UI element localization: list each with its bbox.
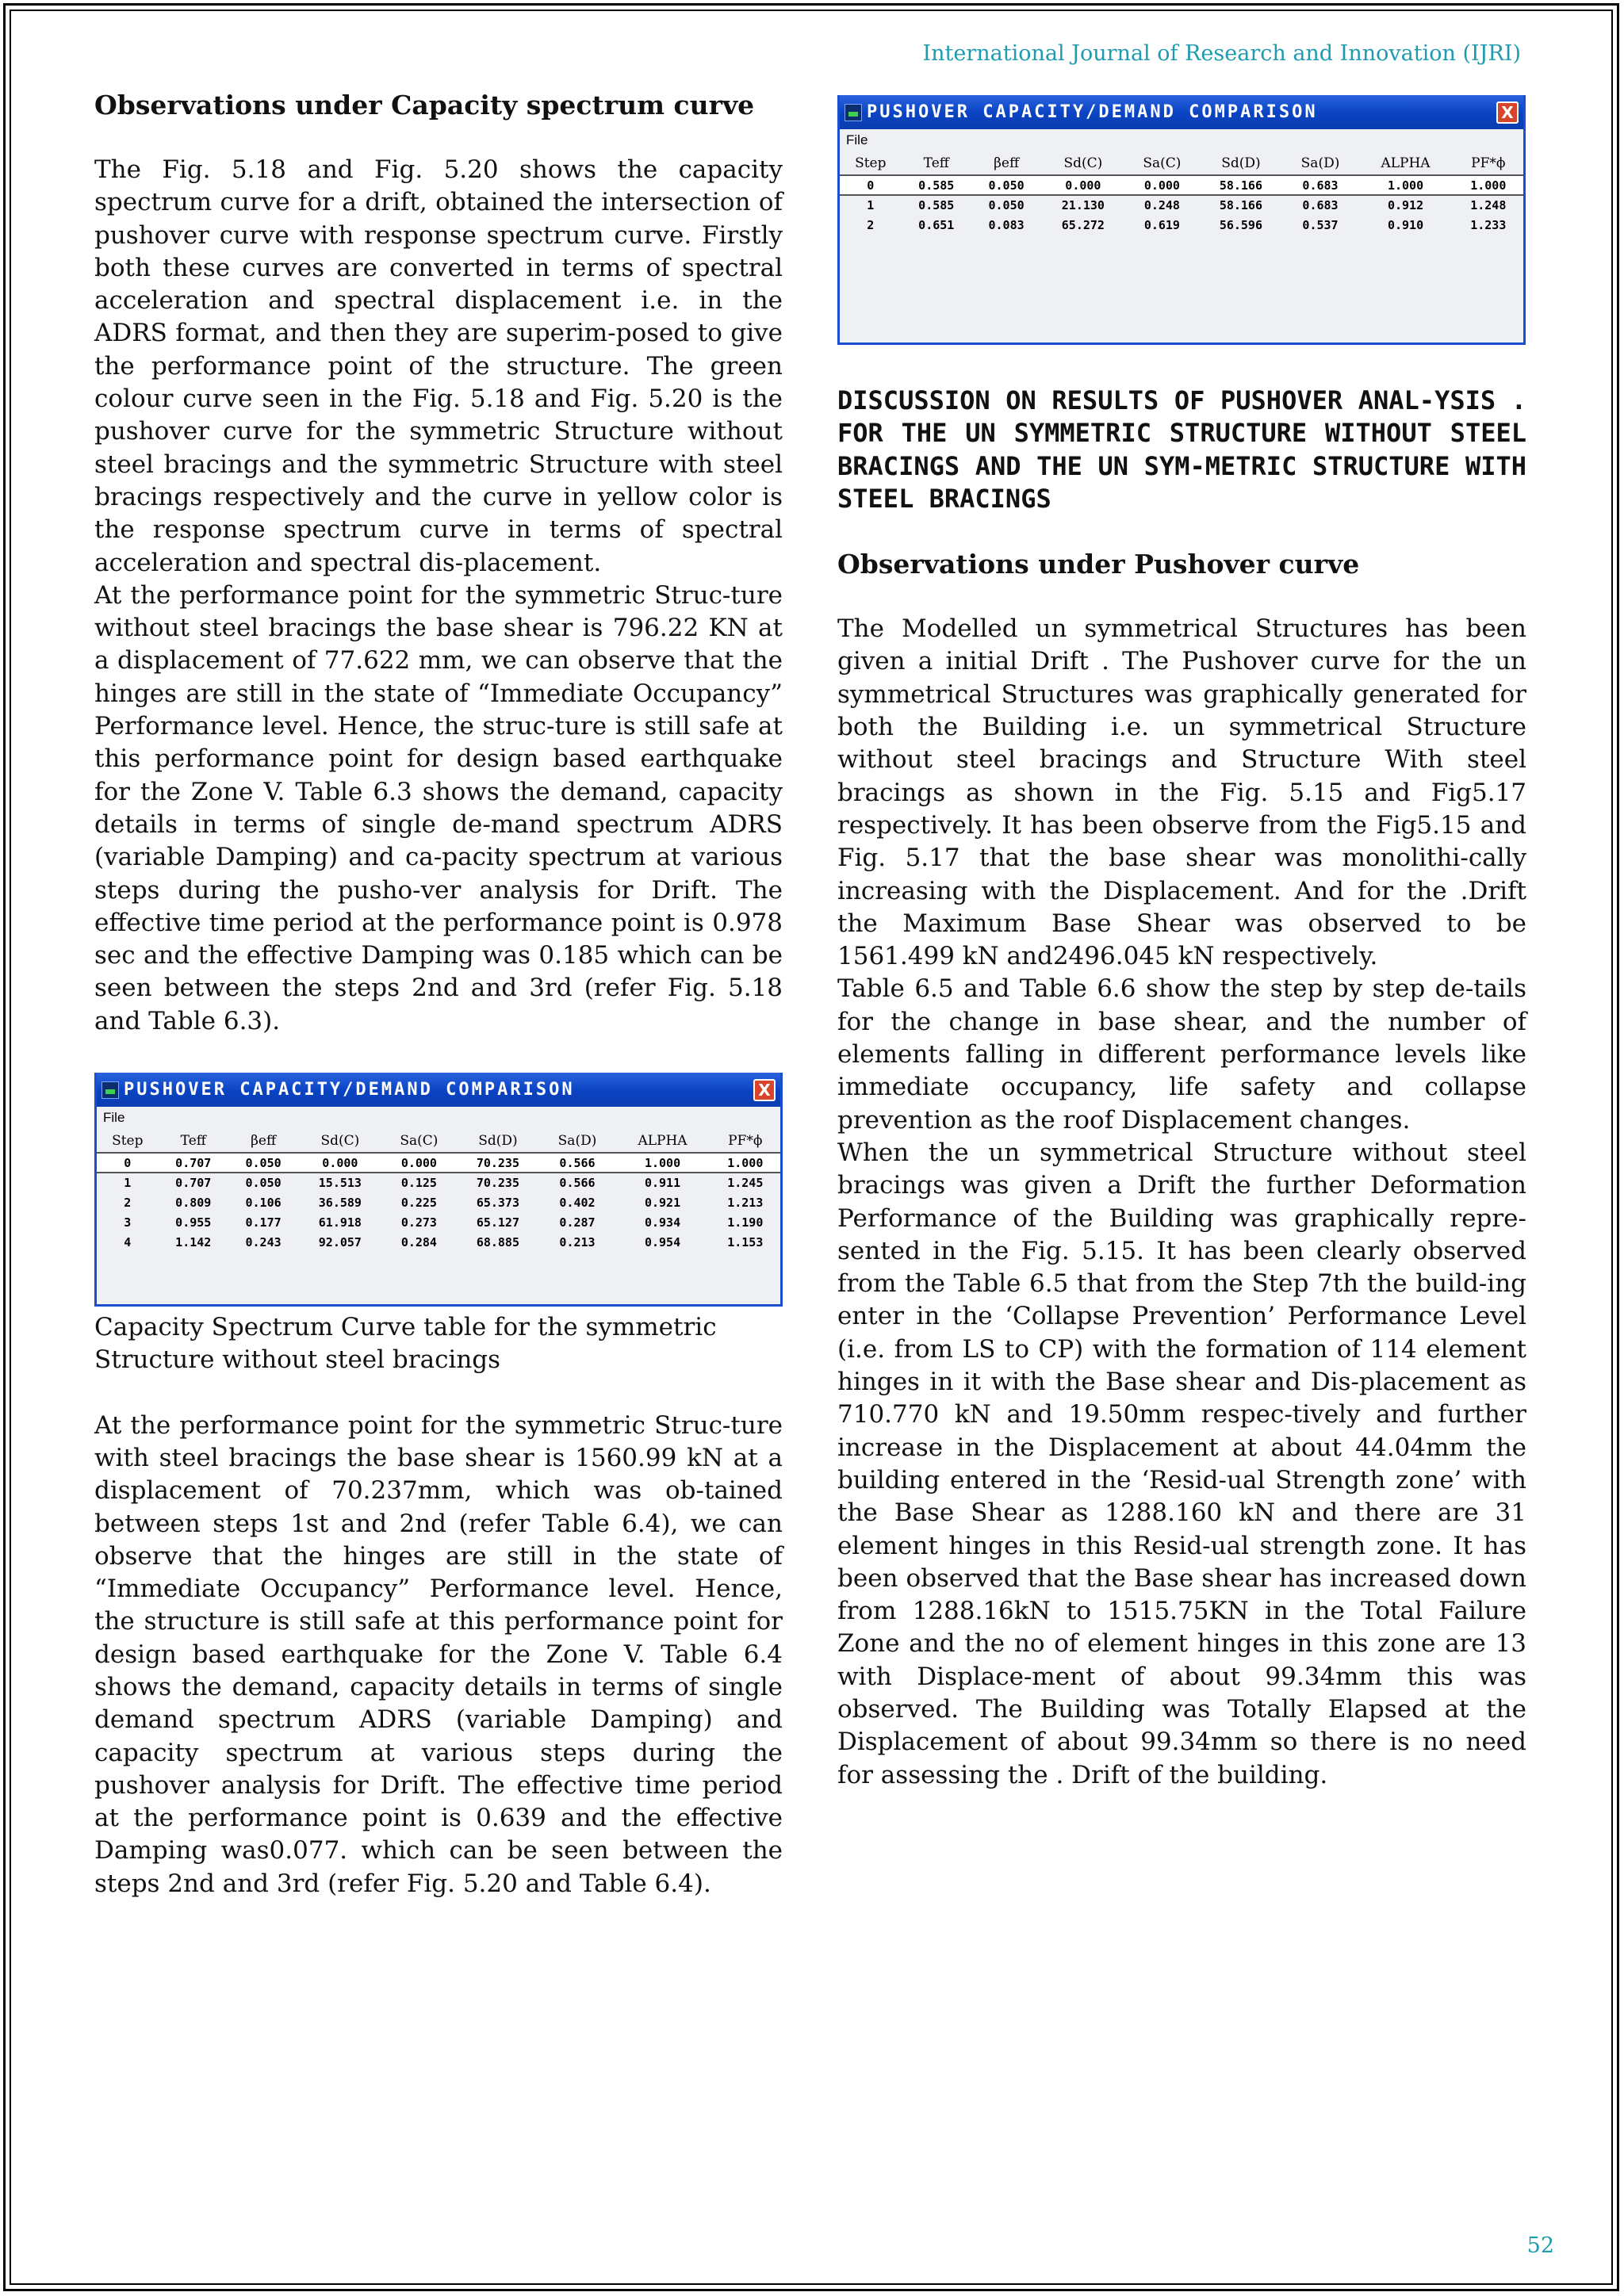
menu-file[interactable]: File xyxy=(103,1110,125,1126)
paragraph: The Fig. 5.18 and Fig. 5.20 shows the capacity spectrum curve for a drift, obtained the intersection of pushover curve with response spectrum curve. Firstly both these curves are converted in terms of spectral acceleration and spectral displacement i.e. in the ADRS format, and then they are superim-posed to give the performance point of the structure. The green colour curve seen in the Fig. 5.18 and Fig. 5.20 is the pushover curve for the symmetric Structure without steel bracings and the symmetric Structure with steel bracings respectively and the curve in yellow color is the response spectrum curve in terms of spectral acceleration and spectral dis-placement. xyxy=(94,155,783,577)
column-header: PF*ϕ xyxy=(1471,155,1506,171)
table-cell: 1.000 xyxy=(710,1153,780,1173)
table-cell: 0.537 xyxy=(1302,217,1339,232)
table-cell: 65.127 xyxy=(476,1215,519,1230)
table-cell: 0.083 xyxy=(988,217,1025,232)
column-header: ALPHA xyxy=(1381,155,1431,171)
column-header: βeff xyxy=(994,155,1020,171)
table-cell: 0.050 xyxy=(971,175,1041,195)
column-header: PF*ϕ xyxy=(728,1132,763,1149)
table-cell: 58.166 xyxy=(1199,175,1282,195)
table-row[interactable] xyxy=(840,175,1523,195)
table-cell: 0.585 xyxy=(918,198,955,212)
column-header: Teff xyxy=(180,1132,206,1149)
column-header: Sd(D) xyxy=(478,1132,518,1149)
table-cell: 0.225 xyxy=(400,1195,437,1210)
table-cell: 3 xyxy=(124,1215,132,1230)
table-cell: 1.190 xyxy=(727,1215,764,1230)
table-cell: 15.513 xyxy=(318,1176,362,1191)
paragraph: At the performance point for the symmetric Struc-ture with steel bracings the base shear is 1560.99 kN at a displacement of 70.237mm, which was ob-tained between steps 1st and 2nd (refer Table 6.4), we can observe that the hinges are still in the state of “Immediate Occupancy” Performance level. Hence, the structure is still safe at this performance point for design based earthquake for the Zone V. Table 6.4 shows the demand, capacity details in terms of single demand spectrum ADRS (variable Damping) and capacity spectrum at various steps during the pushover analysis for Drift. The effective time period at the performance point is 0.639 and the effective Damping was0.077. which can be seen between the steps 2nd and 3rd (refer Fig. 5.20 and Table 6.4). xyxy=(94,1410,783,1898)
table-cell: 0.683 xyxy=(1283,175,1358,195)
menu-file[interactable]: File xyxy=(846,132,868,147)
table-cell: 36.589 xyxy=(318,1195,362,1210)
column-header: Step xyxy=(855,155,887,171)
table-row[interactable] xyxy=(97,1212,780,1232)
journal-name: International Journal of Research and Innovation (IJRI) xyxy=(922,41,1521,66)
table-cell: 1.000 xyxy=(1454,175,1523,195)
table-cell: 70.235 xyxy=(476,1176,519,1191)
table-cell: 1.000 xyxy=(615,1153,710,1173)
table-cell: 58.166 xyxy=(1219,198,1262,212)
table-cell: 1.245 xyxy=(727,1176,764,1191)
table-cell: 0.000 xyxy=(1125,175,1200,195)
section-heading-capacity-spectrum: Observations under Capacity spectrum curve xyxy=(94,90,755,121)
table-cell: 65.272 xyxy=(1061,217,1105,232)
table-cell: 0.000 xyxy=(382,1153,457,1173)
table-cell: 0.585 xyxy=(902,175,971,195)
section-heading-pushover: Observations under Pushover curve xyxy=(837,549,1360,580)
table-cell: 1.142 xyxy=(175,1234,212,1249)
table-cell: 0.213 xyxy=(559,1234,596,1249)
column-header: Teff xyxy=(923,155,949,171)
pushover-comparison-window-right xyxy=(837,95,1526,345)
column-header: Sd(D) xyxy=(1221,155,1261,171)
paragraph: When the un symmetrical Structure without steel bracings was given a Drift the further Deformation Performance of the Building was graphically repre-sented in the Fig. 5.15. It has been clearly observed from the Table 6.5 that from the Step 7th the build-ing enter in the ‘Collapse Prevention’ Performance Level (i.e. from LS to CP) with the formation of 114 element hinges in it with the Base shear and Dis-placement as 710.770 kN and 19.50mm respec-tively and further increase in the Displacement at about 44.04mm the building entered in the ‘Resid-ual Strength zone’ with the Base Shear as 1288.160 kN and there are 31 element hinges in this Resid-ual strength zone. It has been observed that the Base shear has increased down from 1288.16kN to 1515.75KN in the Total Failure Zone and the no of element hinges in this zone are 13 with Displace-ment of about 99.34mm this was observed. The Building was Totally Elapsed at the Displacement of about 99.34mm so there is no need for assessing the . Drift of the building. xyxy=(837,1138,1526,1789)
table-cell: 0.273 xyxy=(400,1215,437,1230)
table-cell: 0 xyxy=(97,1153,159,1173)
table-cell: 56.596 xyxy=(1219,217,1262,232)
left-column xyxy=(94,89,783,1900)
table-cell: 0.707 xyxy=(159,1153,228,1173)
table-cell: 1.213 xyxy=(727,1195,764,1210)
table-cell: 0.125 xyxy=(400,1176,437,1191)
table-cell: 0.177 xyxy=(245,1215,282,1230)
capacity-demand-table xyxy=(97,1129,780,1252)
table-cell: 0.912 xyxy=(1387,198,1424,212)
close-icon[interactable]: X xyxy=(1496,101,1519,124)
section-heading-discussion: DISCUSSION ON RESULTS OF PUSHOVER ANAL-YSIS . FOR THE UN SYMMETRIC STRUCTURE WITHOUT STEEL BRACINGS AND THE UN SYM-METRIC STRUCTURE WITH STEEL BRACINGS xyxy=(837,385,1526,514)
table-cell: 0.243 xyxy=(245,1234,282,1249)
table-cell: 1.248 xyxy=(1470,198,1507,212)
page-number: 52 xyxy=(1526,2233,1554,2258)
table-cell: 2 xyxy=(867,217,875,232)
table-cell: 0.050 xyxy=(245,1176,282,1191)
table-cell: 1.233 xyxy=(1470,217,1507,232)
table-cell: 65.373 xyxy=(476,1195,519,1210)
table-cell: 0.921 xyxy=(644,1195,681,1210)
app-icon xyxy=(845,104,862,121)
table-cell: 0.000 xyxy=(298,1153,381,1173)
app-icon xyxy=(102,1081,119,1099)
table-cell: 0.910 xyxy=(1387,217,1424,232)
window-titlebar xyxy=(97,1073,780,1107)
paragraph: The Modelled un symmetrical Structures has been given a initial Drift . The Pushover curve for the un symmetrical Structures was graphically generated for both the Building i.e. un symmetrical Structure without steel bracings and Structure With steel bracings as shown in the Fig. 5.15 and Fig5.17 respectively. It has been observe from the Fig5.15 and Fig. 5.17 that the base shear was monolithi-cally increasing with the Displacement. And for the .Drift the Maximum Base Shear was observed to be 1561.499 kN and2496.045 kN respectively. xyxy=(837,614,1526,971)
table-cell: 4 xyxy=(124,1234,132,1249)
right-column xyxy=(837,95,1526,1792)
table-cell: 0.284 xyxy=(400,1234,437,1249)
table-cell: 68.885 xyxy=(476,1234,519,1249)
table-cell: 1.000 xyxy=(1358,175,1453,195)
table-cell: 1 xyxy=(867,198,875,212)
column-header: Step xyxy=(112,1132,144,1149)
table-cell: 92.057 xyxy=(318,1234,362,1249)
table-row[interactable] xyxy=(97,1153,780,1173)
table-cell: 0.619 xyxy=(1143,217,1180,232)
table-cell: 0.050 xyxy=(228,1153,298,1173)
table-cell: 0.911 xyxy=(644,1176,681,1191)
table-cell: 0.809 xyxy=(175,1195,212,1210)
paragraph: Table 6.5 and Table 6.6 show the step by step de-tails for the change in base shear, and the number of elements falling in different performance levels like immediate occupancy, life safety and collapse prevention as the roof Displacement changes. xyxy=(837,974,1526,1135)
table-cell: 0.402 xyxy=(559,1195,596,1210)
column-header: Sd(C) xyxy=(1063,155,1103,171)
table-row[interactable] xyxy=(840,195,1523,215)
table-cell: 1.153 xyxy=(727,1234,764,1249)
column-header: βeff xyxy=(251,1132,277,1149)
column-header: Sa(C) xyxy=(1143,155,1182,171)
table-cell: 0.106 xyxy=(245,1195,282,1210)
paragraph: At the performance point for the symmetric Struc-ture without steel bracings the base shear is 796.22 KN at a displacement of 77.622 mm, we can observe that the hinges are still in the state of “Immediate Occupancy” Performance level. Hence, the struc-ture is still safe at this performance point for design based earthquake for the Zone V. Table 6.3 shows the demand, capacity details in terms of single de-mand spectrum ADRS (variable Damping) and ca-pacity spectrum at various steps during the pusho-ver analysis for Drift. The effective time period at the performance point is 0.978 sec and the effective Damping was 0.185 which can be seen between the steps 2nd and 3rd (refer Fig. 5.18 and Table 6.3). xyxy=(94,580,783,1035)
table-cell: 61.918 xyxy=(318,1215,362,1230)
window-title: PUSHOVER CAPACITY/DEMAND COMPARISON xyxy=(124,1080,575,1100)
table-cell: 0.050 xyxy=(988,198,1025,212)
table-cell: 0.566 xyxy=(559,1176,596,1191)
table-row[interactable] xyxy=(97,1192,780,1212)
close-icon[interactable]: X xyxy=(753,1079,776,1101)
pushover-comparison-window-left xyxy=(94,1073,783,1307)
table-cell: 0.683 xyxy=(1302,198,1339,212)
column-header: ALPHA xyxy=(638,1132,688,1149)
table-cell: 0.566 xyxy=(540,1153,615,1173)
table-cell: 0.955 xyxy=(175,1215,212,1230)
table-row[interactable] xyxy=(97,1232,780,1252)
table-cell: 0 xyxy=(840,175,902,195)
table-caption: Capacity Spectrum Curve table for the symmetric Structure without steel bracings xyxy=(94,1313,717,1375)
table-cell: 0.651 xyxy=(918,217,955,232)
column-header: Sa(D) xyxy=(557,1132,597,1149)
table-cell: 0.248 xyxy=(1143,198,1180,212)
table-cell: 70.235 xyxy=(456,1153,539,1173)
table-cell: 21.130 xyxy=(1061,198,1105,212)
table-cell: 0.287 xyxy=(559,1215,596,1230)
table-row[interactable] xyxy=(97,1173,780,1192)
capacity-demand-table xyxy=(840,151,1523,235)
table-row[interactable] xyxy=(840,215,1523,235)
window-title: PUSHOVER CAPACITY/DEMAND COMPARISON xyxy=(867,102,1318,122)
window-titlebar xyxy=(840,95,1523,129)
table-cell: 0.934 xyxy=(644,1215,681,1230)
table-cell: 0.707 xyxy=(175,1176,212,1191)
table-cell: 0.954 xyxy=(644,1234,681,1249)
table-cell: 0.000 xyxy=(1041,175,1124,195)
column-header: Sa(C) xyxy=(400,1132,439,1149)
table-cell: 1 xyxy=(124,1176,132,1191)
column-header: Sd(C) xyxy=(320,1132,360,1149)
column-header: Sa(D) xyxy=(1300,155,1340,171)
table-cell: 2 xyxy=(124,1195,132,1210)
